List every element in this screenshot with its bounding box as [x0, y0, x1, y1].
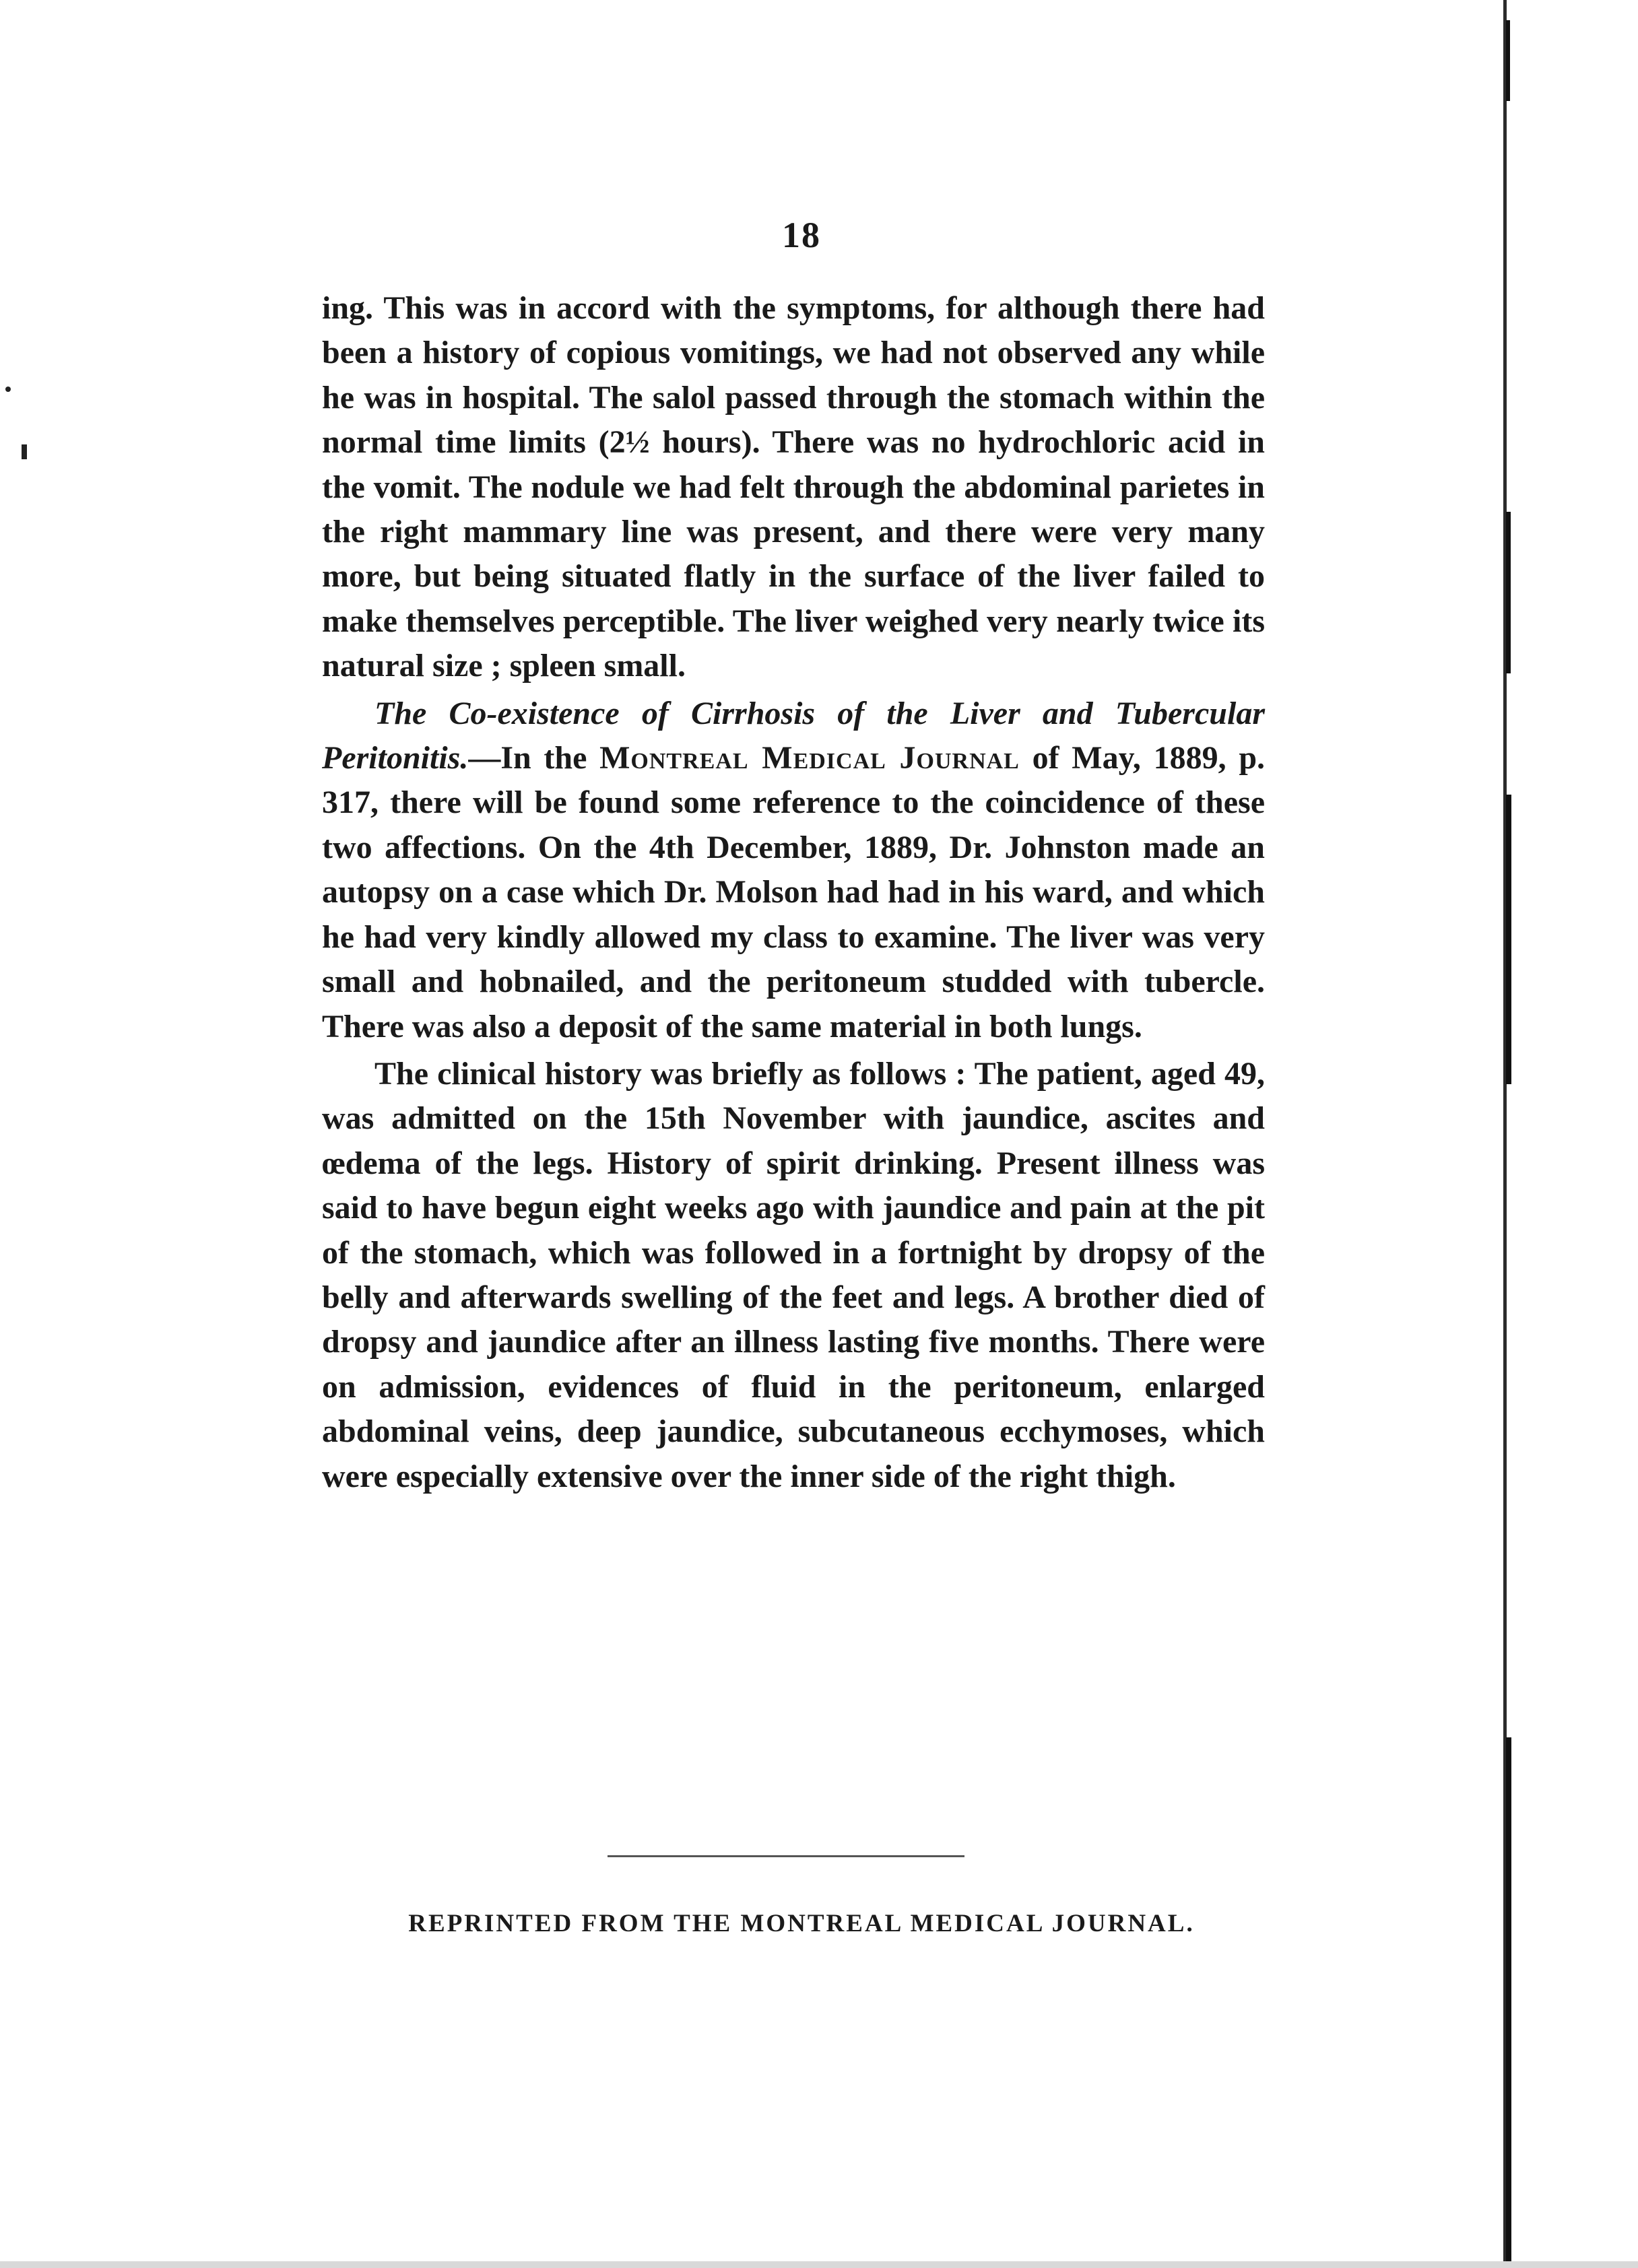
page-edge-mark — [1506, 512, 1511, 673]
page-number: 18 — [782, 215, 821, 255]
scan-speck-marks — [0, 377, 27, 485]
section-heading: The Co-existence of Cirrhosis of the Liver and Tubercular Peritonitis. — [322, 695, 1265, 776]
paragraph-continuation: ing. This was in accord with the symptoms, for although there had been a history of copious vomitings, we had not observed any while he was in hospital. The salol passed through the stomach within the normal time limits (2½ hours). There was no hydrochloric acid in the vomit. The nodule we had felt through the abdominal parietes in the right mammary line was present, and there were very many more, but being situated flatly in the surface of the liver failed to make themselves perceptible. The liver weighed very nearly twice its natural size ; spleen small. — [322, 290, 1265, 684]
page-edge-mark — [1506, 1737, 1511, 2263]
paragraph-clinical-history: The clinical history was briefly as follows : The patient, aged 49, was admitted on the 15th November with jaundice, ascites and œdema of the legs. History of spirit drinking. Present illness was said to have begun eight weeks ago with jaundice and pain at the pit of the stomach, which was followed in a fortnight by dropsy of the belly and afterwards swelling of the feet and legs. A brother died of dropsy and jaundice after an illness lasting five months. There were on admission, evidences of fluid in the peritoneum, enlarged abdominal veins, deep jaundice, subcutaneous ecchymoses, which were especially extensive over the inner side of the right thigh. — [322, 1055, 1265, 1494]
body-text — [322, 286, 1265, 1499]
reprint-note: REPRINTED FROM THE MONTREAL MEDICAL JOURNAL. — [408, 1910, 1195, 1937]
footer-rule — [608, 1855, 964, 1857]
page-edge-mark — [1506, 20, 1510, 101]
section-body: of May, 1889, p. 317, there will be found some reference to the coincidence of these two affections. On the 4th December, 1889, Dr. Johnston made an autopsy on a case which Dr. Molson had had in his ward, and which he had very kindly allowed my class to examine. The liver was very small and hobnailed, and the peritoneum studded with tubercle. There was also a deposit of the same material in both lungs. — [322, 740, 1266, 1044]
journal-name: Montreal Medical Journal — [599, 740, 1020, 776]
paragraph-section — [322, 692, 1265, 1049]
scan-bottom-strip — [0, 2261, 1638, 2268]
page-edge-mark — [1506, 795, 1511, 1084]
section-lead: —In the — [468, 740, 600, 776]
